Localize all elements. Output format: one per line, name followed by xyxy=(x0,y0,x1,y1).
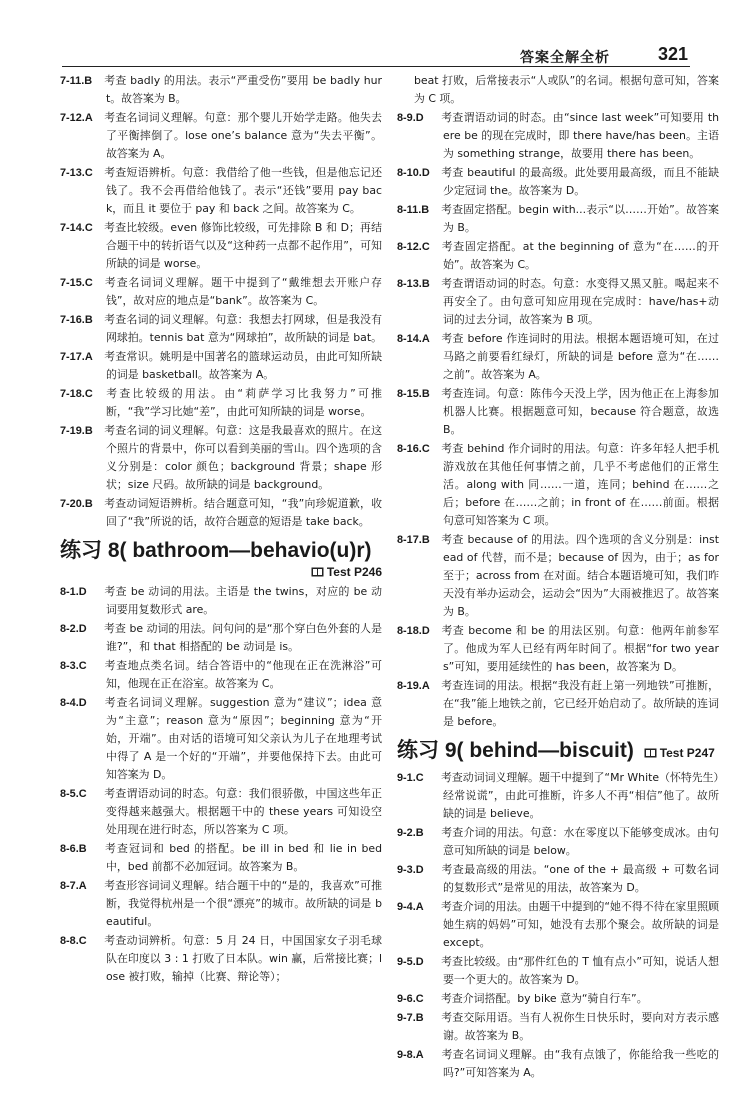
explanation-text: 考查比较级的用法。由“莉萨学习比我努力”可推断，“我”学习比她“差”，由此可知所缺的词是 worse。 xyxy=(104,387,382,418)
explanation-text: 考查常识。姚明是中国著名的篮球运动员，由此可知所缺的词是 basketball。故答案为 A。 xyxy=(104,350,382,381)
explanation-text: 考查动词辨析。句意：5 月 24 日，中国国家女子羽毛球队在印度以 3 : 1 打败了日本队。win 赢，后常接比赛；lose 被打败，输掉（比赛、辩论等）； xyxy=(104,934,382,983)
explanation-text: 考查名词词义理解。句意：那个婴儿开始学走路。他失去了平衡摔倒了。lose one’s balance 意为“失去平衡”。故答案为 A。 xyxy=(104,111,382,160)
explanation-text: 考查介词的用法。由题干中提到的“她不得不待在家里照顾她生病的妈妈”可知，她没有去那个聚会。故所缺的词是 except。 xyxy=(441,900,719,949)
question-number: 8-8.C xyxy=(60,935,87,947)
question-number: 8-16.C xyxy=(397,443,430,455)
explanation-text: 考查比较级。由“那件红色的 T 恤有点小”可知，说话人想要一个更大的。故答案为 D。 xyxy=(441,955,719,986)
left-column xyxy=(60,72,382,987)
section-title: 练习 8( bathroom—behavio(u)r) xyxy=(60,539,372,562)
explanation-text: 考查谓语动词的时态。句意：我们很骄傲，中国这些年正变得越来越强大。根据题干中的 these years 可知设空处用现在进行时态，所以答案为 C 项。 xyxy=(104,787,382,836)
question-number: 8-2.D xyxy=(60,623,87,635)
answer-entry xyxy=(60,583,382,619)
answer-entry xyxy=(397,824,719,860)
question-number: 8-3.C xyxy=(60,660,87,672)
answer-entry xyxy=(397,1009,719,1045)
question-number: 9-1.C xyxy=(397,772,424,784)
question-number: 8-19.A xyxy=(397,680,430,692)
question-number: 8-18.D xyxy=(397,625,430,637)
explanation-text: 考查介词的用法。句意：水在零度以下能够变成冰。由句意可知所缺的词是 below。 xyxy=(441,826,719,857)
question-number: 8-17.B xyxy=(397,534,430,546)
test-page-ref: Test P247 xyxy=(659,746,715,760)
section-title xyxy=(397,738,719,766)
answer-entry xyxy=(60,385,382,421)
answer-entry xyxy=(60,785,382,839)
explanation-text: 考查名词词义理解。由“我有点饿了，你能给我一些吃的吗?”可知答案为 A。 xyxy=(441,1048,719,1079)
explanation-text: 考查比较级。even 修饰比较级，可先排除 B 和 D；再结合题干中的转折语气以及“这种药一点都不起作用”，可知所缺的词是 worse。 xyxy=(104,221,382,270)
answer-list xyxy=(60,583,382,986)
question-number: 8-9.D xyxy=(397,112,424,124)
question-number: 7-19.B xyxy=(60,425,93,437)
question-number: 7-12.A xyxy=(60,112,93,124)
header-divider xyxy=(62,66,690,67)
answer-entry xyxy=(60,311,382,347)
explanation-text: 考查名词词义理解。题干中提到了“戴维想去开账户存钱”，故对应的地点是“bank”。故答案为 C。 xyxy=(104,276,382,307)
answer-entry xyxy=(397,531,719,621)
explanation-text: 考查名词的词义理解。句意：我想去打网球，但是我没有网球拍。tennis bat 意为“网球拍”，故所缺的词是 bat。 xyxy=(104,313,383,344)
explanation-text: 考查形容词词义理解。结合题干中的“是的，我喜欢”可推断，我觉得杭州是一个很“漂亮”的城市。故所缺的词是 beautiful。 xyxy=(104,879,382,928)
explanation-text: 考查介词搭配。by bike 意为“骑自行车”。 xyxy=(441,992,648,1005)
question-number: 9-8.A xyxy=(397,1049,424,1061)
explanation-text: 考查名词词义理解。suggestion 意为“建议”；idea 意为“主意”；reason 意为“原因”；beginning 意为“开始，开端”。由对话的语境可知父亲认为儿子在地理考试中得了 A 是一个好的“开端”，并要他保持下去。由此可知答案为 D。 xyxy=(104,696,382,781)
answer-list xyxy=(397,769,719,1082)
question-number: 8-15.B xyxy=(397,388,430,400)
question-number: 9-6.C xyxy=(397,993,424,1005)
question-number: 7-20.B xyxy=(60,498,93,510)
explanation-text: 考查名词的词义理解。句意：这是我最喜欢的照片。在这个照片的背景中，你可以看到美丽的雪山。四个选项的含义分别是：color 颜色；background 背景；shape 形状；size 尺码。故所缺的词是 background。 xyxy=(104,424,382,491)
question-number: 8-12.C xyxy=(397,241,430,253)
explanation-text: 考查 because of 的用法。四个选项的含义分别是：instead of 代替，而不是；because of 因为，由于；as for 至于；across from 在对面。结合本题语境可知，我们昨天没有举办运动会，运动会“因为”大雨被推迟了。故答案为 B。 xyxy=(441,533,719,618)
explanation-text: 考查地点类名词。结合答语中的“他现在正在洗淋浴”可知，他现在正在浴室。故答案为 C。 xyxy=(104,659,382,690)
question-number: 7-11.B xyxy=(60,75,93,87)
explanation-text: 考查动词短语辨析。结合题意可知，“我”向珍妮道歉，收回了“我”所说的话，故符合题意的短语是 take back。 xyxy=(104,497,382,528)
page-header xyxy=(0,0,750,66)
answer-entry xyxy=(397,164,719,200)
explanation-text: 考查 badly 的用法。表示“严重受伤”要用 be badly hurt。故答案为 B。 xyxy=(104,74,382,105)
explanation-text: 考查连词。句意：陈伟今天没上学，因为他正在上海参加机器人比赛。根据题意可知，because 符合题意，故选 B。 xyxy=(441,387,719,436)
test-page-ref: Test P246 xyxy=(326,565,382,579)
answer-entry xyxy=(60,840,382,876)
question-number: 8-11.B xyxy=(397,204,430,216)
question-number: 9-3.D xyxy=(397,864,424,876)
section-heading xyxy=(397,738,719,766)
question-number: 8-14.A xyxy=(397,333,430,345)
answer-entry xyxy=(397,677,719,731)
explanation-text: 考查 be 动词的用法。主语是 the twins，对应的 be 动词要用复数形式 are。 xyxy=(104,585,382,616)
answer-entry xyxy=(397,330,719,384)
question-number: 7-18.C xyxy=(60,388,93,400)
explanation-text: 考查 behind 作介词时的用法。句意：许多年轻人把手机游戏放在其他任何事情之前，几乎不考虑他们的正常生活。along with 同……一道，连同；behind 在……之后；before 在……之前；in front of 在……前面。根据句意可知答案为 C 项。 xyxy=(441,442,719,527)
question-number: 8-7.A xyxy=(60,880,87,892)
answer-entry xyxy=(60,657,382,693)
answer-entry xyxy=(60,694,382,784)
answer-entry xyxy=(397,385,719,439)
explanation-text: 考查 beautiful 的最高级。此处要用最高级，而且不能缺少定冠词 the。故答案为 D。 xyxy=(441,166,719,197)
answer-entry xyxy=(60,877,382,931)
answer-entry xyxy=(60,620,382,656)
answer-list xyxy=(60,72,382,531)
answer-entry xyxy=(60,219,382,273)
explanation-text: 考查动词词义理解。题干中提到了“Mr White（怀特先生）经常说谎”，由此可推断，许多人不再“相信”他了。故所缺的词是 believe。 xyxy=(441,771,719,820)
answer-entry xyxy=(60,932,382,986)
explanation-text: 考查最高级的用法。“one of the + 最高级 + 可数名词的复数形式”是常见的用法，故答案为 D。 xyxy=(441,863,719,894)
continued-text: beat 打败，后常接表示“人或队”的名词。根据句意可知，答案为 C 项。 xyxy=(414,74,719,105)
book-icon xyxy=(644,748,657,758)
answer-entry xyxy=(397,769,719,823)
answer-entry xyxy=(60,164,382,218)
answer-entry xyxy=(397,861,719,897)
question-number: 7-14.C xyxy=(60,222,93,234)
explanation-text: 考查 be 动词的用法。问句问的是“那个穿白色外套的人是谁?”，和 that 相搭配的 be 动词是 is。 xyxy=(104,622,382,653)
question-number: 7-15.C xyxy=(60,277,93,289)
header-title: 答案全解全析 xyxy=(520,50,610,66)
answer-entry xyxy=(397,1046,719,1082)
question-number: 7-16.B xyxy=(60,314,93,326)
answer-entry xyxy=(60,109,382,163)
question-number: 8-4.D xyxy=(60,697,87,709)
answer-entry xyxy=(397,238,719,274)
answer-entry xyxy=(60,422,382,494)
explanation-text: 考查 become 和 be 的用法区别。句意：他两年前参军了。他成为军人已经有两年时间了。根据“for two years”可知，要用延续性的 has been，故答案为 D。 xyxy=(441,624,719,673)
page-number: 321 xyxy=(657,44,688,64)
explanation-text: 考查连词的用法。根据“我没有赶上第一列地铁”可推断，在“我”能上地铁之前，它已经开始启动了。故所缺的连词是 before。 xyxy=(441,679,719,728)
answer-list xyxy=(397,109,719,731)
answer-entry xyxy=(60,274,382,310)
answer-entry xyxy=(397,898,719,952)
question-number: 9-7.B xyxy=(397,1012,424,1024)
section-title-text: 练习 9( behind—biscuit) xyxy=(397,739,634,762)
question-number: 8-10.D xyxy=(397,167,430,179)
section-heading xyxy=(60,538,382,580)
explanation-text: 考查 before 作连词时的用法。根据本题语境可知，在过马路之前要看红绿灯，所缺的词是 before 意为“在……之前”。故答案为 A。 xyxy=(441,332,719,381)
question-number: 9-4.A xyxy=(397,901,424,913)
answer-entry xyxy=(397,990,719,1008)
question-number: 7-13.C xyxy=(60,167,93,179)
section-reference xyxy=(60,564,382,580)
question-number: 7-17.A xyxy=(60,351,93,363)
question-number: 9-2.B xyxy=(397,827,424,839)
question-number: 8-13.B xyxy=(397,278,430,290)
explanation-text: 考查冠词和 bed 的搭配。be ill in bed 和 lie in bed 中，bed 前都不必加冠词。故答案为 B。 xyxy=(104,842,382,873)
answer-entry xyxy=(397,275,719,329)
question-number: 8-6.B xyxy=(60,843,87,855)
explanation-text: 考查短语辨析。句意：我借给了他一些钱，但是他忘记还钱了。我不会再借给他钱了。表示“还钱”要用 pay back，而且 it 要位于 pay 和 back 之间。故答案为 C。 xyxy=(104,166,382,215)
answer-entry xyxy=(397,622,719,676)
question-number: 8-5.C xyxy=(60,788,87,800)
explanation-text: 考查固定搭配。begin with...表示“以……开始”。故答案为 B。 xyxy=(441,203,719,234)
answer-entry xyxy=(60,348,382,384)
question-number: 9-5.D xyxy=(397,956,424,968)
answer-entry xyxy=(60,72,382,108)
explanation-text: 考查固定搭配。at the beginning of 意为“在……的开始”。故答案为 C。 xyxy=(441,240,719,271)
answer-entry xyxy=(397,440,719,530)
right-column xyxy=(397,72,719,1083)
answer-entry xyxy=(60,495,382,531)
explanation-text: 考查谓语动词的时态。由“since last week”可知要用 there be 的现在完成时，即 there have/has been。主语为 something strange，故要用 there has been。 xyxy=(441,111,719,160)
book-icon xyxy=(311,567,324,577)
answer-entry xyxy=(397,109,719,163)
answer-entry xyxy=(397,953,719,989)
answer-entry xyxy=(397,201,719,237)
explanation-text: 考查谓语动词的时态。句意：水变得又黑又脏。喝起来不再安全了。由句意可知应用现在完成时：have/has+动词的过去分词，故答案为 B 项。 xyxy=(441,277,719,326)
explanation-text: 考查交际用语。当有人祝你生日快乐时，要向对方表示感谢。故答案为 B。 xyxy=(441,1011,719,1042)
question-number: 8-1.D xyxy=(60,586,87,598)
